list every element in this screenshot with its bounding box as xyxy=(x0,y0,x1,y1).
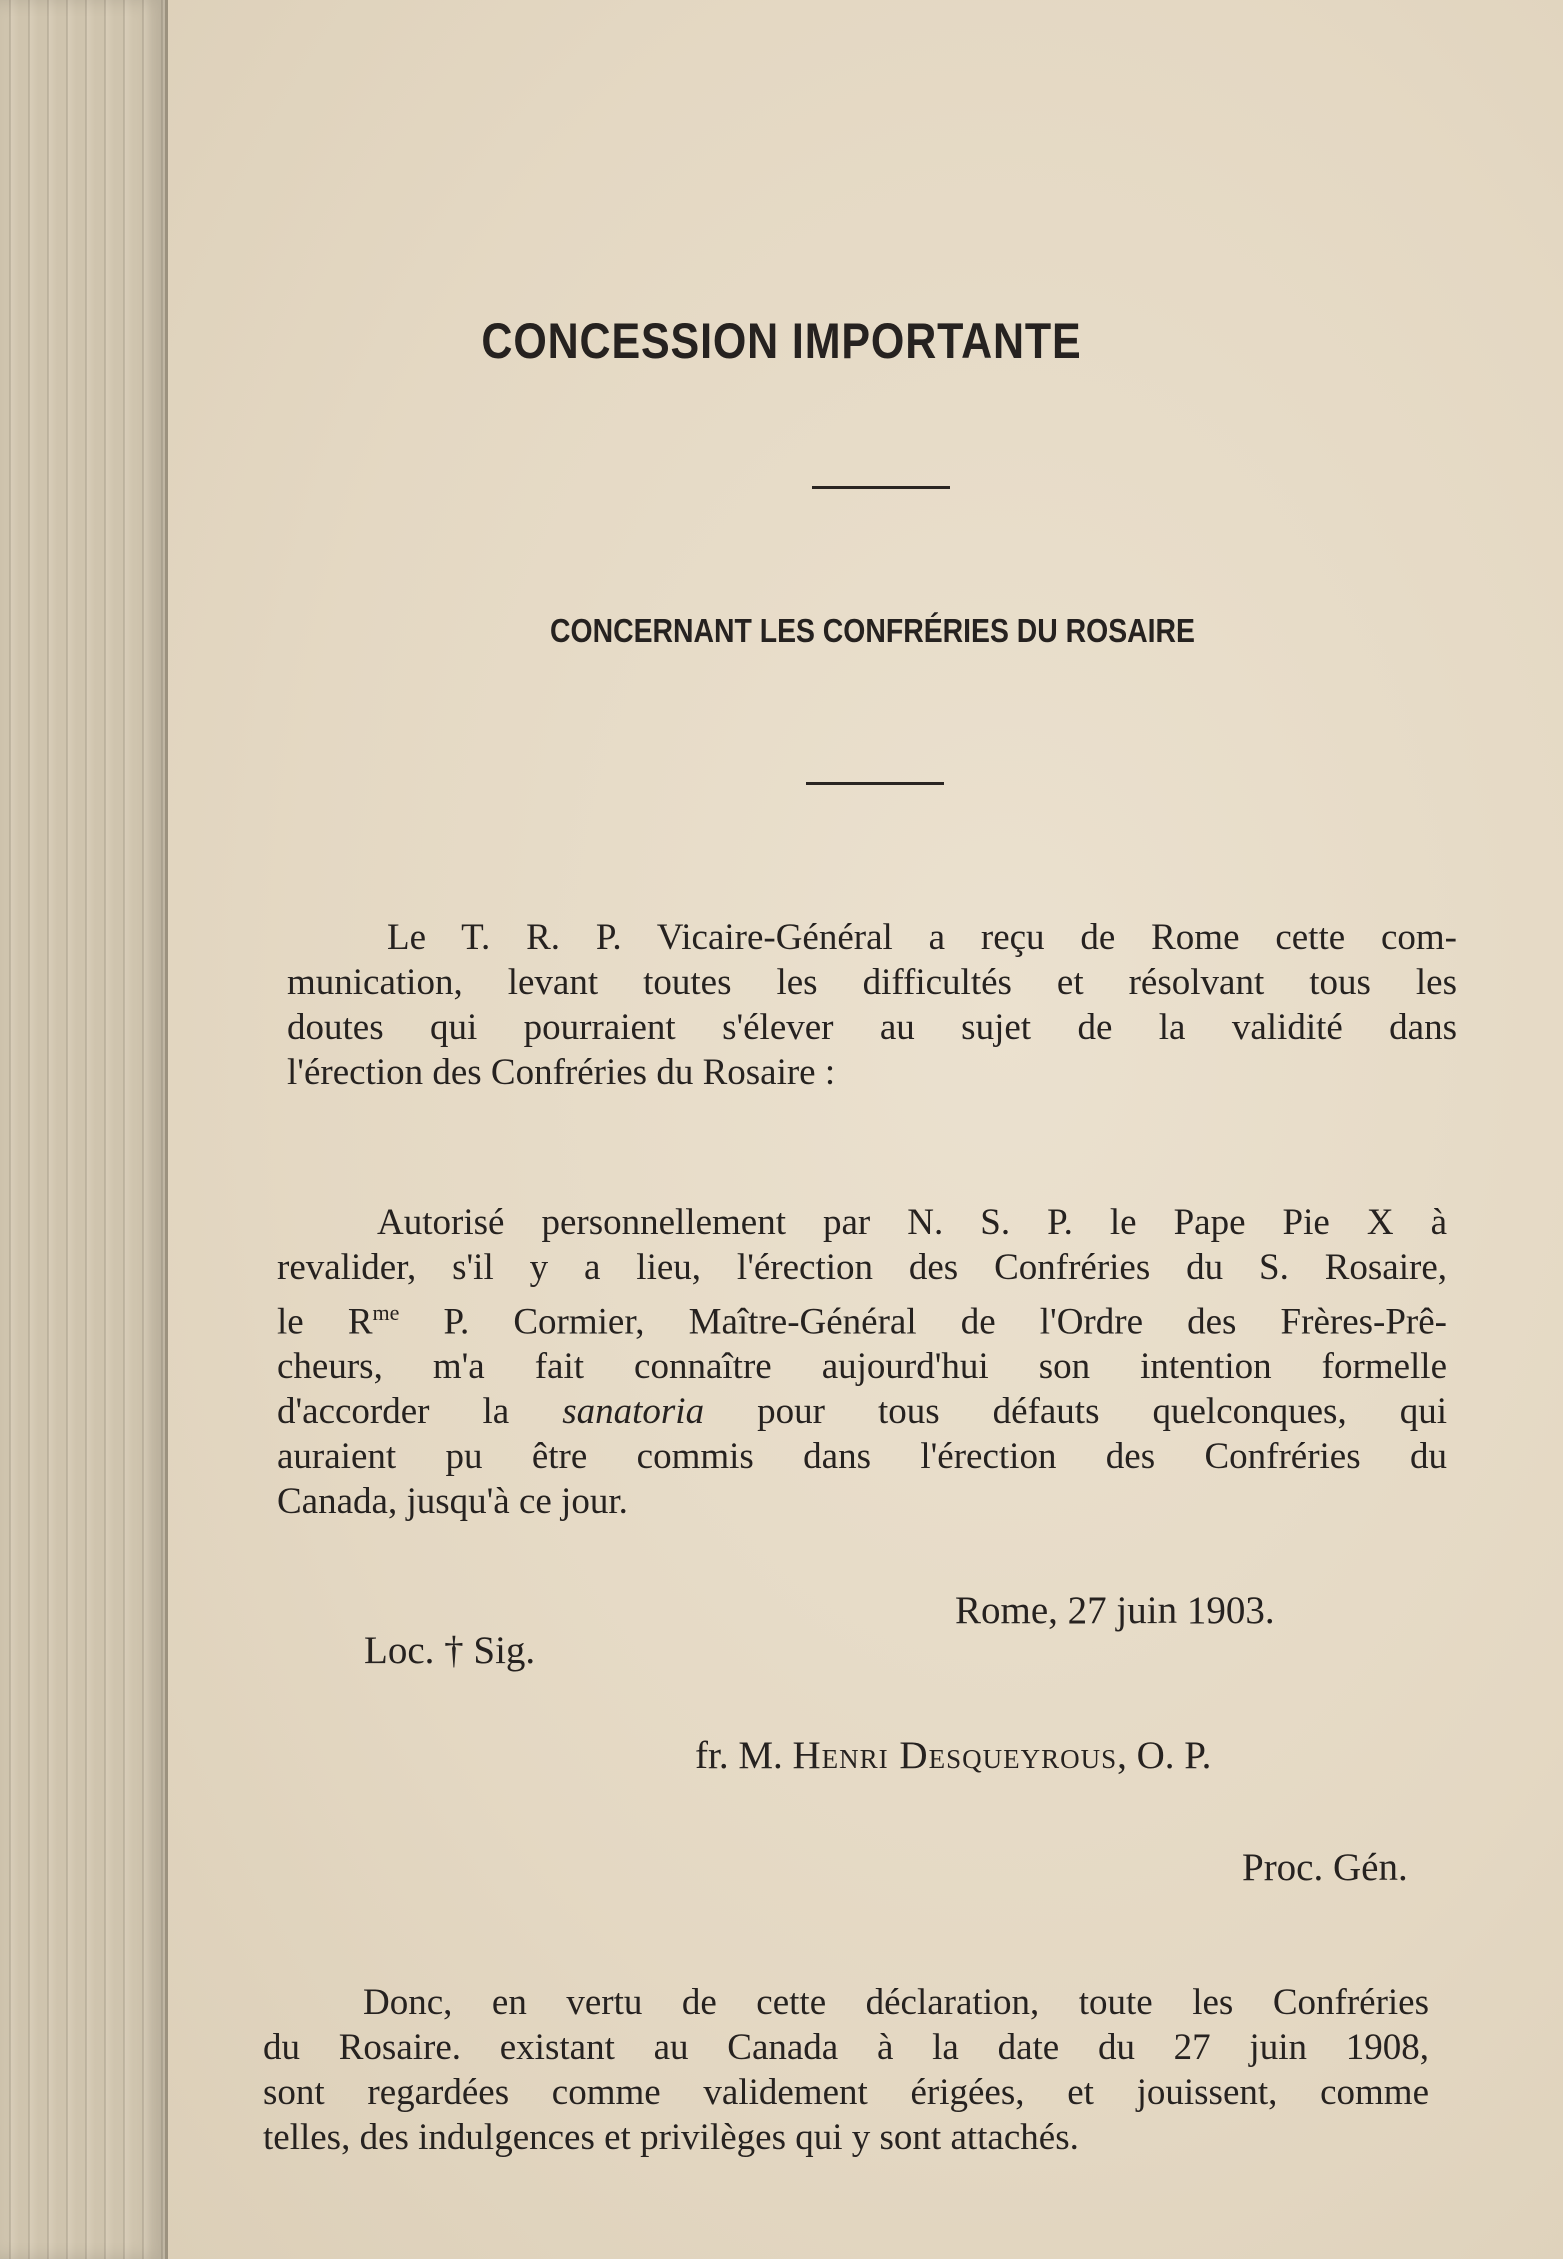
seal-mark: Loc. † Sig. xyxy=(364,1629,536,1672)
superscript: me xyxy=(372,1300,400,1325)
intro-line: munication, levant toutes les difficultés et résolvant tous les xyxy=(287,962,1457,1003)
divider-rule xyxy=(812,486,950,489)
conclusion-line: telles, des indulgences et privilèges qui y sont attachés. xyxy=(263,2117,1079,2158)
signer-suffix: , O. P. xyxy=(1117,1734,1212,1777)
divider-rule xyxy=(806,782,944,785)
conclusion-paragraph xyxy=(263,1980,1429,2160)
decree-text: le R xyxy=(277,1301,373,1343)
decree-line xyxy=(277,1389,1447,1434)
intro-line: Le T. R. P. Vicaire-Général a reçu de Rome cette com- xyxy=(387,917,1457,958)
decree-text: P. Cormier, Maître-Général de l'Ordre des Frères-Prê- xyxy=(399,1301,1447,1343)
conclusion-line: Donc, en vertu de cette déclaration, toute les Confréries xyxy=(363,1982,1429,2023)
conclusion-line: du Rosaire. existant au Canada à la date du 27 juin 1908, xyxy=(263,2027,1429,2068)
decree-line xyxy=(277,1290,1447,1344)
decree-line: auraient pu être commis dans l'érection des Confréries du xyxy=(277,1436,1447,1478)
italic-term: sanatoria xyxy=(562,1391,705,1433)
conclusion-line: sont regardées comme validement érigées, et jouissent, comme xyxy=(263,2072,1429,2113)
decree-text: d'accorder la xyxy=(277,1391,563,1433)
intro-line: doutes qui pourraient s'élever au sujet de la validité dans xyxy=(287,1007,1457,1048)
signer-surname: Henri Desqueyrous xyxy=(792,1734,1118,1777)
decree-line: cheurs, m'a fait connaître aujourd'hui son intention formelle xyxy=(277,1346,1447,1388)
page-subtitle: CONCERNANT LES CONFRÉRIES DU ROSAIRE xyxy=(550,612,1195,649)
signer-office: Proc. Gén. xyxy=(1242,1846,1408,1889)
page-title: CONCESSION IMPORTANTE xyxy=(481,313,1082,369)
decree-line: Autorisé personnellement par N. S. P. le Pape Pie X à xyxy=(377,1202,1447,1243)
decree-paragraph xyxy=(277,1200,1447,1524)
decree-line: revalider, s'il y a lieu, l'érection des Confréries du S. Rosaire, xyxy=(277,1247,1447,1288)
signer-name xyxy=(695,1733,1211,1778)
signer-prefix: fr. M. xyxy=(695,1734,793,1777)
decree-text: pour tous défauts quelconques, qui xyxy=(704,1391,1447,1433)
decree-line: Canada, jusqu'à ce jour. xyxy=(277,1481,628,1523)
decree-date: Rome, 27 juin 1903. xyxy=(955,1589,1275,1632)
intro-paragraph xyxy=(287,915,1457,1095)
intro-line: l'érection des Confréries du Rosaire : xyxy=(287,1052,836,1093)
